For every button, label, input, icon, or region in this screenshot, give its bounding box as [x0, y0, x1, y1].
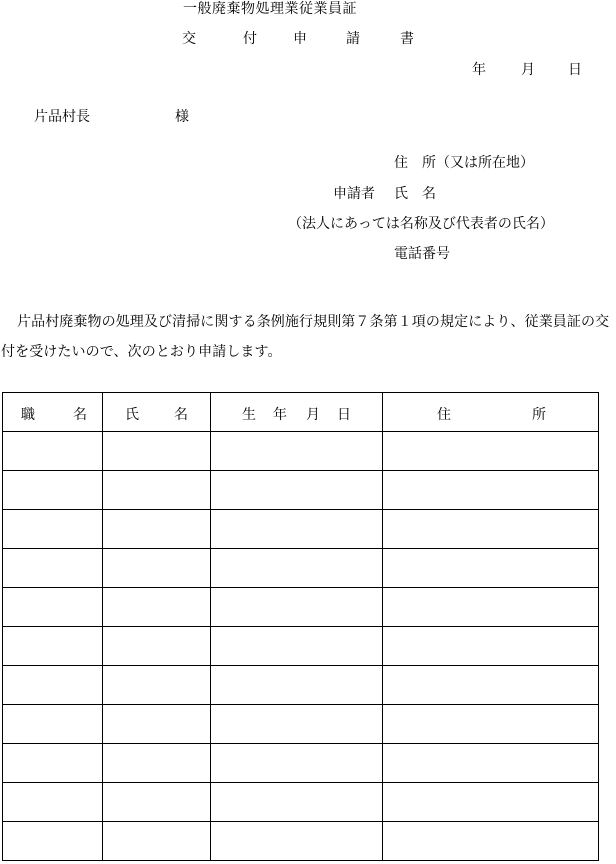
cell-job-title[interactable] — [3, 705, 103, 744]
cell-address[interactable] — [383, 744, 599, 783]
cell-birthdate[interactable] — [211, 588, 383, 627]
title-char-1: 交 — [182, 31, 196, 47]
applicant-name-label: 氏 名 — [394, 186, 436, 202]
cell-birthdate[interactable] — [211, 822, 383, 861]
header-job-title — [3, 393, 103, 432]
table-row — [3, 432, 599, 471]
cell-job-title[interactable] — [3, 471, 103, 510]
cell-job-title[interactable] — [3, 666, 103, 705]
cell-birthdate[interactable] — [211, 471, 383, 510]
cell-job-title[interactable] — [3, 549, 103, 588]
cell-address[interactable] — [383, 666, 599, 705]
cell-birthdate[interactable] — [211, 627, 383, 666]
addressee-honorific: 様 — [175, 109, 189, 125]
header-birthdate — [211, 393, 383, 432]
date-day-label: 日 — [568, 62, 582, 78]
applicant-prefix-label: 申請者 — [333, 186, 375, 202]
cell-address[interactable] — [383, 549, 599, 588]
cell-job-title[interactable] — [3, 510, 103, 549]
cell-job-title[interactable] — [3, 432, 103, 471]
cell-address[interactable] — [383, 627, 599, 666]
applicant-phone-label: 電話番号 — [394, 246, 450, 262]
header-name — [103, 393, 211, 432]
cell-address[interactable] — [383, 510, 599, 549]
cell-address[interactable] — [383, 588, 599, 627]
cell-name[interactable] — [103, 822, 211, 861]
header-birthdate-char-4: 日 — [337, 406, 351, 423]
title-char-5: 書 — [400, 31, 414, 47]
header-birthdate-char-1: 生 — [242, 406, 256, 423]
table-row — [3, 822, 599, 861]
date-year-label: 年 — [472, 62, 486, 78]
table-row — [3, 744, 599, 783]
header-job-title-char-2: 名 — [73, 406, 87, 423]
cell-name[interactable] — [103, 705, 211, 744]
cell-birthdate[interactable] — [211, 549, 383, 588]
cell-birthdate[interactable] — [211, 783, 383, 822]
table-row — [3, 627, 599, 666]
applicant-address-label: 住 所（又は所在地） — [394, 155, 534, 171]
cell-name[interactable] — [103, 666, 211, 705]
header-address-char-2: 所 — [532, 406, 546, 423]
header-name-char-1: 氏 — [125, 406, 139, 423]
cell-job-title[interactable] — [3, 627, 103, 666]
cell-name[interactable] — [103, 744, 211, 783]
title-char-4: 請 — [346, 31, 360, 47]
applicant-corp-note: （法人にあっては名称及び代表者の氏名） — [288, 216, 554, 232]
cell-name[interactable] — [103, 627, 211, 666]
title-char-2: 付 — [243, 31, 257, 47]
table-row — [3, 666, 599, 705]
header-address — [383, 393, 599, 432]
cell-birthdate[interactable] — [211, 432, 383, 471]
cell-name[interactable] — [103, 549, 211, 588]
cell-name[interactable] — [103, 588, 211, 627]
table-row — [3, 471, 599, 510]
cell-birthdate[interactable] — [211, 744, 383, 783]
employee-table — [2, 392, 599, 861]
cell-birthdate[interactable] — [211, 510, 383, 549]
table-row — [3, 510, 599, 549]
cell-address[interactable] — [383, 822, 599, 861]
table-row — [3, 588, 599, 627]
cell-name[interactable] — [103, 432, 211, 471]
cell-address[interactable] — [383, 432, 599, 471]
header-address-char-1: 住 — [437, 406, 451, 423]
cell-address[interactable] — [383, 705, 599, 744]
header-name-char-2: 名 — [174, 406, 188, 423]
cell-job-title[interactable] — [3, 822, 103, 861]
cell-address[interactable] — [383, 471, 599, 510]
title-char-3: 申 — [293, 31, 307, 47]
document-title: 一般廃棄物処理業従業員証 — [183, 1, 357, 17]
table-row — [3, 705, 599, 744]
header-job-title-char-1: 職 — [21, 406, 35, 423]
cell-birthdate[interactable] — [211, 705, 383, 744]
header-birthdate-char-2: 年 — [273, 406, 287, 423]
cell-name[interactable] — [103, 783, 211, 822]
cell-job-title[interactable] — [3, 783, 103, 822]
table-header-row — [3, 393, 599, 432]
cell-job-title[interactable] — [3, 588, 103, 627]
header-birthdate-char-3: 月 — [306, 406, 320, 423]
table-row — [3, 783, 599, 822]
addressee-name: 片品村長 — [34, 109, 90, 125]
application-body-text: 片品村廃棄物の処理及び清掃に関する条例施行規則第７条第１項の規定により、従業員証の交付を受けたいので、次のとおり申請します。 — [1, 314, 610, 360]
table-row — [3, 549, 599, 588]
cell-birthdate[interactable] — [211, 666, 383, 705]
date-month-label: 月 — [521, 62, 535, 78]
cell-job-title[interactable] — [3, 744, 103, 783]
cell-name[interactable] — [103, 471, 211, 510]
cell-name[interactable] — [103, 510, 211, 549]
employee-table-body — [3, 432, 599, 861]
cell-address[interactable] — [383, 783, 599, 822]
